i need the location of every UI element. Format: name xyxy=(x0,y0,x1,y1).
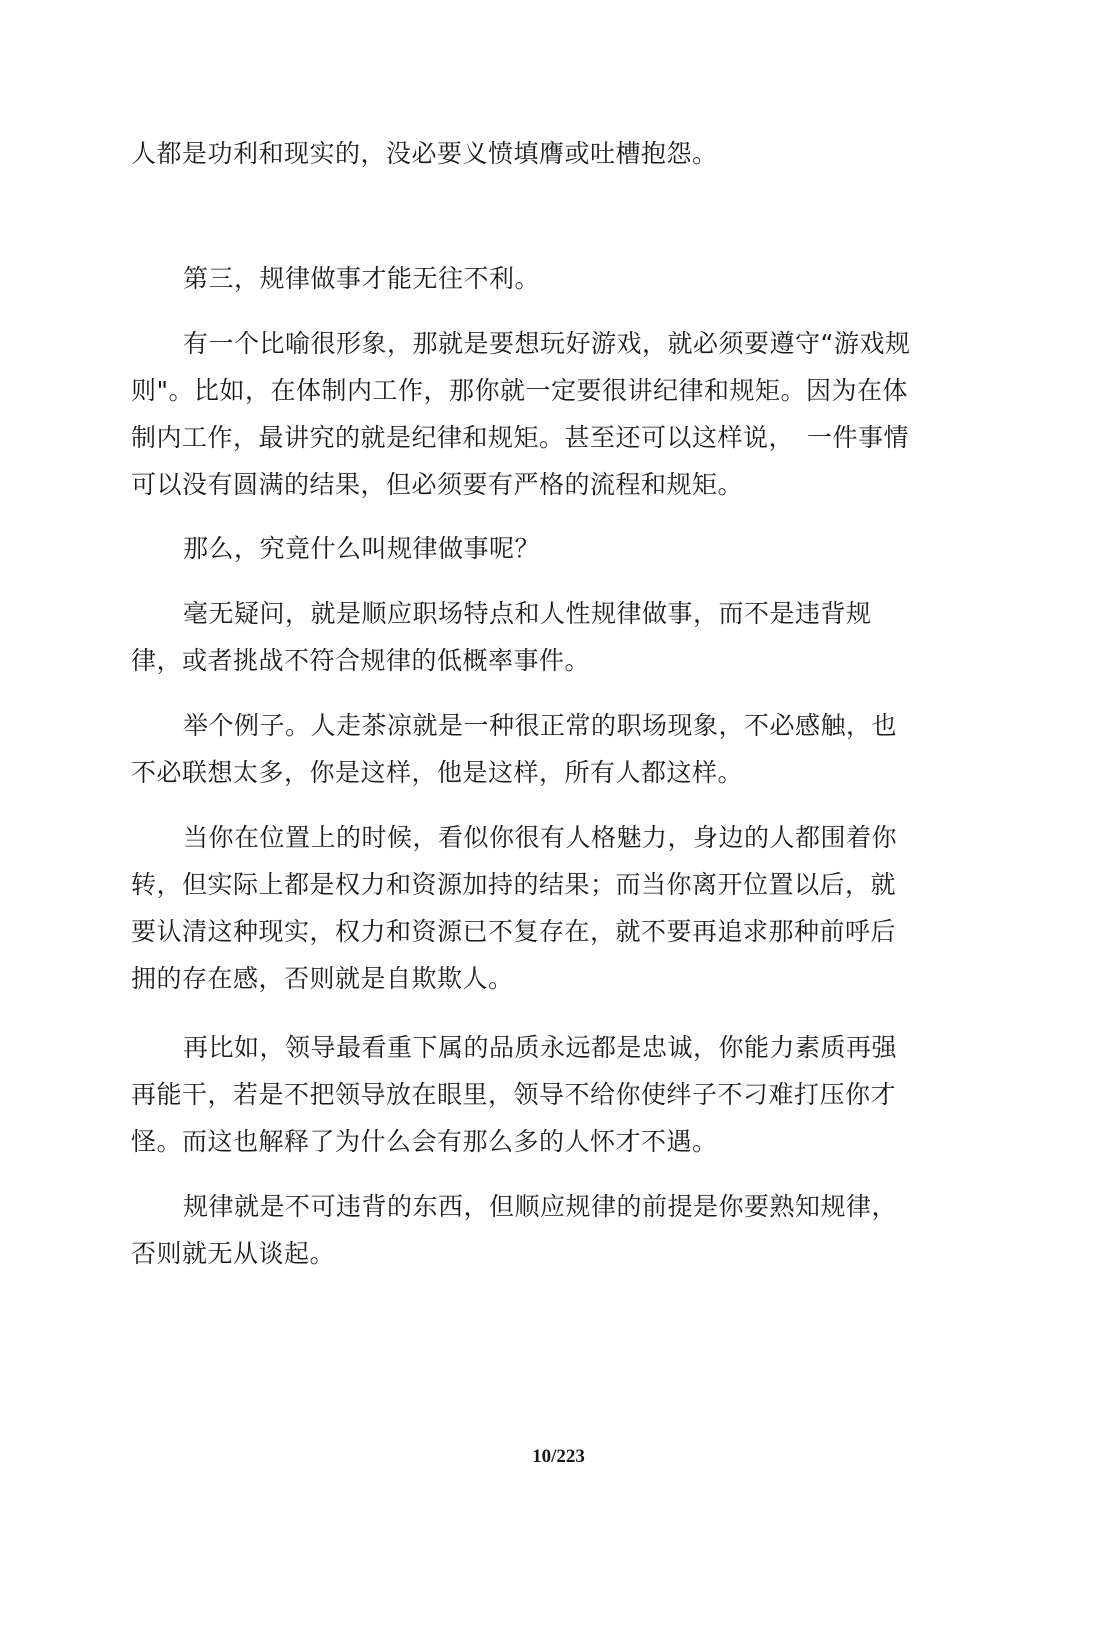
paragraph-position: 当你在位置上的时候，看似你很有人格魅力，身边的人都围着你转，但实际上都是权力和资源加持的结果；而当你离开位置以后，就要认清这种现实，权力和资源已不复存在，就不要再追求那种前呼后拥的存在感，否则就是自欺欺人。 xyxy=(131,823,898,993)
paragraph-section-heading: 第三，规律做事才能无往不利。 xyxy=(183,264,541,293)
paragraph-question: 那么，究竟什么叫规律做事呢？ xyxy=(183,534,541,563)
paragraph-continuation: 人都是功利和现实的，没必要义愤填膺或吐槽抱怨。 xyxy=(131,139,718,168)
paragraph-loyalty: 再比如，领导最看重下属的品质永远都是忠诚，你能力素质再强再能干，若是不把领导放在眼里，领导不给你使绊子不刁难打压你才怪。而这也解释了为什么会有那么多的人怀才不遇。 xyxy=(131,1033,898,1156)
paragraph-example: 举个例子。人走茶凉就是一种很正常的职场现象，不必感触，也不必联想太多，你是这样，他是这样，所有人都这样。 xyxy=(131,711,898,787)
page-number: 10/223 xyxy=(532,1446,585,1467)
paragraph-answer: 毫无疑问，就是顺应职场特点和人性规律做事，而不是违背规律，或者挑战不符合规律的低概率事件。 xyxy=(131,599,872,675)
paragraph-game-rules: 有一个比喻很形象，那就是要想玩好游戏，就必须要遵守“游戏规则"。比如，在体制内工作，那你就一定要很讲纪律和规矩。因为在体制内工作，最讲究的就是纪律和规矩。甚至还可以这样说， 一件事情可以没有圆满的结果，但必须要有严格的流程和规矩。 xyxy=(131,329,911,499)
paragraph-conclusion: 规律就是不可违背的东西，但顺应规律的前提是你要熟知规律，否则就无从谈起。 xyxy=(131,1192,898,1268)
